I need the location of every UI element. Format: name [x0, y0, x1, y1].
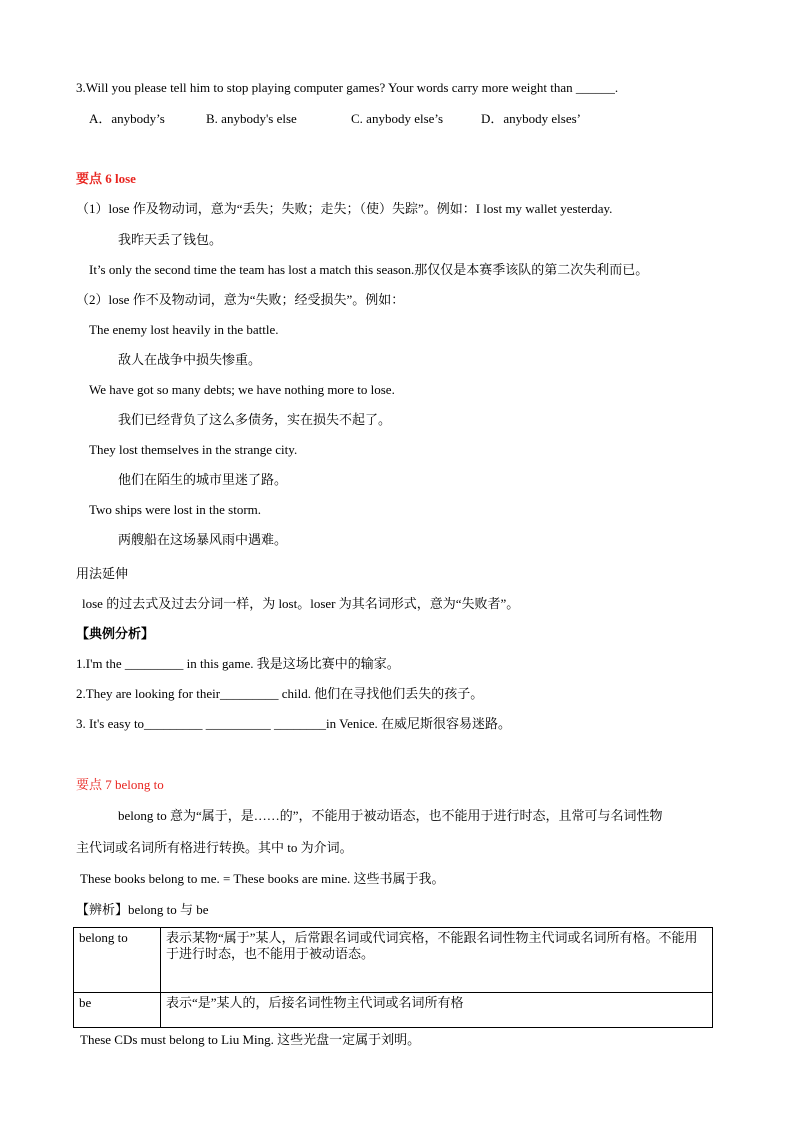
extension-text: lose 的过去式及过去分词一样，为 lost。loser 为其名词形式，意为“失败者”。 — [82, 596, 520, 611]
point6-para-1-translation: 我昨天丢了钱包。 — [118, 232, 223, 247]
compare-title: 【辨析】belong to 与 be — [76, 902, 209, 917]
option-c: C. anybody else’s — [351, 111, 444, 126]
point7-intro-line-2: 主代词或名词所有格进行转换。其中 to 为介词。 — [76, 840, 353, 855]
example-2-en: We have got so many debts; we have nothing more to lose. — [89, 382, 395, 397]
example-1-cn: 敌人在战争中损失惨重。 — [118, 352, 262, 367]
table-row — [74, 993, 713, 1028]
example-3-cn: 他们在陌生的城市里迷了路。 — [118, 472, 288, 487]
final-example: These CDs must belong to Liu Ming. 这些光盘一定属于刘明。 — [80, 1032, 421, 1047]
table-desc-cell: 表示某物“属于”某人，后常跟名词或代词宾格，不能跟名词性物主代词或名词所有格。不能用于进行时态，也不能用于被动语态。 — [161, 928, 713, 993]
point7-intro-line-1: belong to 意为“属于，是……的”，不能用于被动语态，也不能用于进行时态，且常可与名词性物 — [118, 808, 663, 823]
point7-example: These books belong to me. = These books are mine. 这些书属于我。 — [80, 871, 445, 886]
example-2-cn: 我们已经背负了这么多债务，实在损失不起了。 — [118, 412, 392, 427]
extension-title: 用法延伸 — [76, 566, 129, 581]
table-desc-cell: 表示“是”某人的，后接名词性物主代词或名词所有格 — [161, 993, 713, 1028]
exercise-1: 1.I'm the _________ in this game. 我是这场比赛中的输家。 — [76, 656, 400, 671]
question-3-stem: 3.Will you please tell him to stop playing computer games? Your words carry more weight than ______. — [76, 80, 619, 95]
point7-heading: 要点 7 belong to — [76, 777, 164, 792]
comparison-table — [73, 927, 713, 1028]
example-4-cn: 两艘船在这场暴风雨中遇难。 — [118, 532, 288, 547]
point6-para-3: （2）lose 作不及物动词，意为“失败；经受损失”。例如： — [76, 292, 405, 307]
example-4-en: Two ships were lost in the storm. — [89, 502, 262, 517]
point6-para-2: It’s only the second time the team has lost a match this season.那仅仅是本赛季该队的第二次失利而已。 — [89, 262, 649, 277]
option-a: A．anybody’s — [89, 111, 165, 126]
table-term-cell: belong to — [74, 928, 161, 993]
option-b: B. anybody's else — [206, 111, 297, 126]
analysis-title: 【典例分析】 — [76, 626, 155, 641]
point6-para-1: （1）lose 作及物动词，意为“丢失；失败；走失；（使）失踪”。例如：I lost my wallet yesterday. — [76, 201, 613, 216]
option-d: D．anybody elses’ — [481, 111, 582, 126]
table-row — [74, 928, 713, 993]
exercise-3: 3. It's easy to_________ __________ ________in Venice. 在威尼斯很容易迷路。 — [76, 716, 512, 731]
exercise-2: 2.They are looking for their_________ child. 他们在寻找他们丢失的孩子。 — [76, 686, 484, 701]
example-3-en: They lost themselves in the strange city. — [89, 442, 298, 457]
table-term-cell: be — [74, 993, 161, 1028]
point6-heading: 要点 6 lose — [76, 171, 136, 186]
example-1-en: The enemy lost heavily in the battle. — [89, 322, 279, 337]
